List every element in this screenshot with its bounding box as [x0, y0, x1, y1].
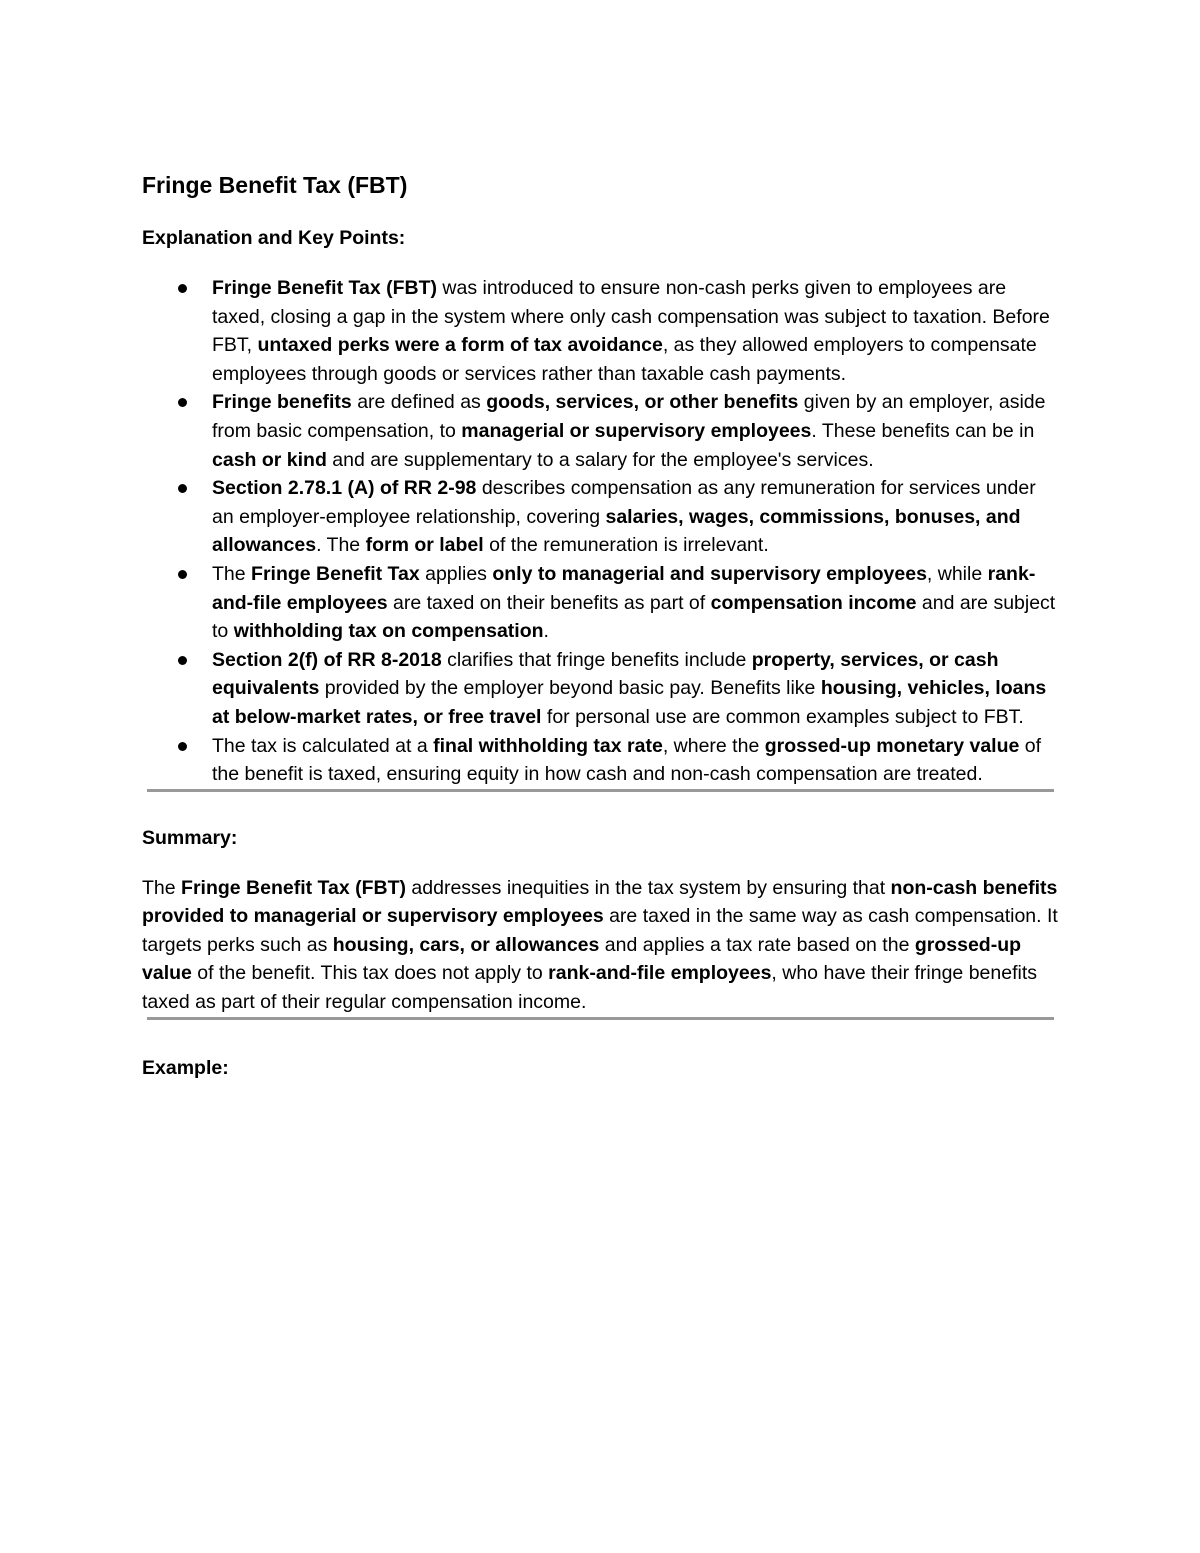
- text-run: , as they allowed employers to compensate employees through goods or services rather than taxable cash payments.: [212, 334, 1037, 385]
- bold-text: form or label: [365, 534, 484, 557]
- text-run: are defined as: [351, 391, 487, 414]
- bold-text: Fringe Benefit Tax (FBT): [212, 277, 437, 299]
- bold-text: only to managerial and supervisory employees: [492, 562, 927, 585]
- bold-text: salaries, wages, commissions, bonuses, and allowances: [212, 505, 1021, 557]
- text-run: given by an employer, aside from basic compensation, to: [212, 391, 1046, 442]
- text-run: , where the: [662, 734, 765, 757]
- text-run: , who have their fringe benefits taxed as part of their regular compensation income.: [142, 962, 1037, 1014]
- text-run: are taxed in the same way as cash compensation. It targets perks such as: [142, 905, 1058, 956]
- bold-text: managerial or supervisory employees: [461, 419, 812, 442]
- bold-text: Section 2(f) of RR 8-2018: [212, 648, 442, 671]
- bold-text: rank-and-file employees: [548, 962, 772, 985]
- bold-text: grossed-up monetary value: [764, 734, 1020, 757]
- text-run: of the benefit is taxed, ensuring equity in how cash and non-cash compensation are treated.: [212, 734, 1042, 786]
- list-item-text: [212, 735, 1041, 786]
- bold-text: Fringe Benefit Tax (FBT): [181, 876, 407, 899]
- bold-text: rank-and-file employees: [212, 562, 1036, 614]
- bold-text: housing, vehicles, loans at below-market rates, or free travel: [212, 677, 1047, 728]
- text-run: and are supplementary to a salary for the employee's services.: [326, 448, 874, 471]
- bold-text: grossed-up value: [142, 933, 1022, 985]
- text-run: The tax is calculated at a: [212, 734, 434, 757]
- document-content: [142, 170, 1062, 1082]
- document-title: Fringe Benefit Tax (FBT): [142, 172, 408, 198]
- list-item: [212, 732, 1062, 789]
- text-run: and are subject to: [212, 591, 1056, 643]
- list-item-text: [212, 391, 1045, 470]
- bullet-icon: [178, 284, 187, 293]
- bold-text: final withholding tax rate: [433, 734, 663, 757]
- bold-text: Fringe Benefit Tax: [251, 562, 420, 585]
- list-item: [212, 274, 1062, 388]
- text-run: for personal use are common examples subject to FBT.: [541, 705, 1024, 728]
- bullet-icon: [178, 570, 187, 579]
- list-item-text: [212, 277, 1050, 385]
- key-points-list: [142, 274, 1062, 789]
- bold-text: untaxed perks were a form of tax avoidance: [257, 334, 663, 357]
- list-item-text: [212, 563, 1055, 642]
- horizontal-divider: [147, 789, 1054, 792]
- bold-text: property, services, or cash equivalents: [212, 648, 999, 700]
- text-run: describes compensation as any remuneration for services under an employer-employee relationship, covering: [212, 477, 1036, 528]
- text-run: was introduced to ensure non-cash perks given to employees are taxed, closing a gap in the system where only cash compensation was subject to taxation. Before FBT,: [212, 277, 1050, 357]
- text-run: of the benefit. This tax does not apply to: [191, 962, 549, 985]
- summary-paragraph: [142, 874, 1062, 1017]
- bullet-icon: [178, 398, 187, 407]
- text-run: applies: [419, 562, 493, 585]
- text-run: addresses inequities in the tax system by ensuring that: [406, 876, 891, 899]
- bold-text: non-cash benefits provided to managerial or supervisory employees: [142, 876, 1058, 928]
- list-item: [212, 560, 1062, 646]
- text-run: are taxed on their benefits as part of: [387, 591, 711, 614]
- bold-text: withholding tax on compensation: [233, 620, 544, 643]
- bold-text: Fringe benefits: [212, 391, 352, 414]
- bold-text: housing, cars, or allowances: [332, 933, 600, 956]
- list-item: [212, 646, 1062, 732]
- text-run: . These benefits can be in: [811, 419, 1035, 442]
- bold-text: compensation income: [710, 591, 917, 614]
- text-run: and applies a tax rate based on the: [599, 933, 915, 956]
- text-run: .: [543, 620, 549, 643]
- text-run: . The: [316, 534, 366, 557]
- text-run: clarifies that fringe benefits include: [441, 648, 752, 671]
- text-run: of the remuneration is irrelevant.: [483, 534, 769, 557]
- summary-heading: Summary:: [142, 826, 238, 849]
- bold-text: cash or kind: [212, 448, 327, 471]
- key-points-heading: Explanation and Key Points:: [142, 227, 406, 249]
- text-run: The: [142, 876, 182, 899]
- text-run: The: [212, 562, 252, 585]
- text-run: provided by the employer beyond basic pay. Benefits like: [319, 677, 821, 700]
- horizontal-divider: [147, 1017, 1054, 1020]
- bold-text: goods, services, or other benefits: [486, 391, 799, 414]
- list-item: [212, 474, 1062, 560]
- bold-text: Section 2.78.1 (A) of RR 2-98: [212, 477, 477, 500]
- list-item-text: [212, 649, 1046, 728]
- bullet-icon: [178, 484, 187, 493]
- text-run: , while: [926, 562, 988, 585]
- list-item-text: [212, 477, 1036, 556]
- bullet-icon: [178, 742, 187, 751]
- bullet-icon: [178, 656, 187, 665]
- list-item: [212, 388, 1062, 474]
- example-heading: Example:: [142, 1056, 229, 1079]
